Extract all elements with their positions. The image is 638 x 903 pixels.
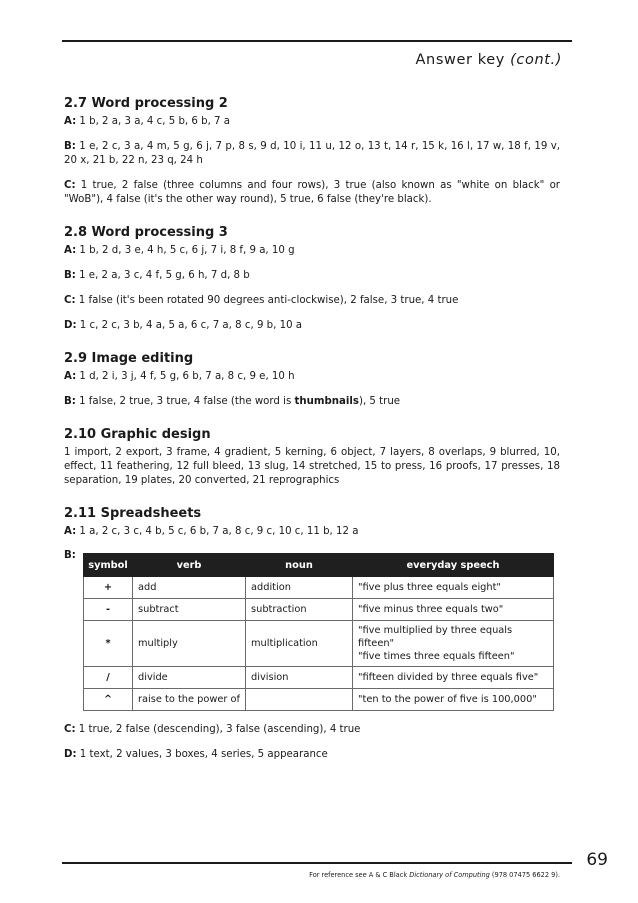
section-heading: 2.7 Word processing 2	[64, 96, 228, 111]
symbol-cell: +	[84, 577, 133, 599]
speech-cell	[353, 621, 554, 667]
answer-a	[64, 244, 560, 258]
answer-text: 1 a, 2 c, 3 c, 4 b, 5 c, 6 b, 7 a, 8 c, 9 c, 10 c, 11 b, 12 a	[76, 526, 359, 537]
symbol-cell: *	[84, 621, 133, 667]
answer-label: D:	[64, 320, 77, 331]
answer-b-label: B:	[64, 550, 76, 561]
verb-cell: raise to the power of	[133, 689, 246, 711]
noun-cell	[246, 689, 353, 711]
answer-label: A:	[64, 371, 77, 382]
answer-text: 1 e, 2 c, 3 a, 4 m, 5 g, 6 j, 7 p, 8 s, 9 d, 10 i, 11 u, 12 o, 13 t, 14 r, 15 k, 16 l, 17 w, 18 f, 19 v, 20 x, 21 b, 22 n, 23 q, 24 h	[64, 141, 560, 166]
answer-text: 1 d, 2 i, 3 j, 4 f, 5 g, 6 b, 7 a, 8 c, 9 e, 10 h	[76, 371, 295, 382]
answer-text: 1 true, 2 false (descending), 3 false (ascending), 4 true	[75, 724, 361, 735]
table-row	[84, 689, 554, 711]
speech-cell: "ten to the power of five is 100,000"	[353, 689, 554, 711]
answer-c	[64, 179, 560, 207]
answer-text: 1 true, 2 false (three columns and four rows), 3 true (also known as "white on black" or "WoB"), 4 false (it's the other way round), 5 true, 6 false (they're black).	[64, 180, 560, 205]
operators-table	[83, 553, 554, 711]
speech-cell: "five minus three equals two"	[353, 599, 554, 621]
answer-bold-word: thumbnails	[294, 396, 359, 407]
table-header-row	[84, 554, 554, 577]
answer-label: C:	[64, 724, 76, 735]
answer-label: B:	[64, 141, 76, 152]
answer-text: 1 b, 2 a, 3 a, 4 c, 5 b, 6 b, 7 a	[76, 116, 231, 127]
answer-label: B:	[64, 270, 76, 281]
section-graphic-design	[64, 427, 560, 488]
answer-a	[64, 115, 560, 129]
noun-cell: addition	[246, 577, 353, 599]
footer-rule	[62, 862, 572, 864]
answer-label: A:	[64, 526, 77, 537]
section-heading: 2.9 Image editing	[64, 351, 194, 366]
answer-c	[64, 294, 560, 308]
verb-cell: divide	[133, 667, 246, 689]
noun-cell: multiplication	[246, 621, 353, 667]
symbol-cell: -	[84, 599, 133, 621]
section-spreadsheets	[64, 506, 560, 762]
answer-label: B:	[64, 396, 76, 407]
answer-key-content	[64, 96, 560, 780]
column-header: everyday speech	[353, 554, 554, 577]
speech-cell: "five plus three equals eight"	[353, 577, 554, 599]
speech-line: "five multiplied by three equals fifteen"	[358, 625, 513, 649]
page-header	[416, 52, 562, 68]
table-row	[84, 577, 554, 599]
column-header: verb	[133, 554, 246, 577]
symbol-cell: ^	[84, 689, 133, 711]
answer-text: 1 c, 2 c, 3 b, 4 a, 5 a, 6 c, 7 a, 8 c, 9 b, 10 a	[76, 320, 303, 331]
speech-cell: "fifteen divided by three equals five"	[353, 667, 554, 689]
symbol-cell: /	[84, 667, 133, 689]
answer-d	[64, 748, 560, 762]
answer-text: 1 false (it's been rotated 90 degrees anti-clockwise), 2 false, 3 true, 4 true	[75, 295, 459, 306]
header-cont: (cont.)	[510, 52, 562, 68]
answer-b	[64, 140, 560, 168]
answer-label: C:	[64, 180, 76, 191]
answer-text: 1 e, 2 a, 3 c, 4 f, 5 g, 6 h, 7 d, 8 b	[75, 270, 250, 281]
noun-cell: division	[246, 667, 353, 689]
answer-label: D:	[64, 749, 77, 760]
footer-note-suffix: (978 07475 6622 9).	[489, 871, 560, 879]
answer-a	[64, 525, 560, 539]
section-heading: 2.8 Word processing 3	[64, 225, 228, 240]
noun-cell: subtraction	[246, 599, 353, 621]
answer-a	[64, 370, 560, 384]
answer-label: A:	[64, 245, 77, 256]
table-row	[84, 667, 554, 689]
table-row	[84, 599, 554, 621]
section-word-processing-2	[64, 96, 560, 207]
answer-d	[64, 319, 560, 333]
answer-label: C:	[64, 295, 76, 306]
answer-b	[64, 269, 560, 283]
section-heading: 2.10 Graphic design	[64, 427, 211, 442]
column-header: symbol	[84, 554, 133, 577]
footer-reference	[309, 871, 560, 879]
section-heading: 2.11 Spreadsheets	[64, 506, 202, 521]
column-header: noun	[246, 554, 353, 577]
answer-label: A:	[64, 116, 77, 127]
answer-b	[64, 395, 560, 409]
answer-c	[64, 723, 560, 737]
answer-text: 1 import, 2 export, 3 frame, 4 gradient, 5 kerning, 6 object, 7 layers, 8 overlaps, 9 blurred, 10, effect, 11 feathering, 12 full bleed, 13 slug, 14 stretched, 15 to press, 16 proofs, 17 presses, 18 separation, 19 plates, 20 converted, 21 reprographics	[64, 447, 560, 486]
section-image-editing	[64, 351, 560, 409]
section-word-processing-3	[64, 225, 560, 333]
footer-note-title: Dictionary of Computing	[409, 871, 490, 879]
verb-cell: add	[133, 577, 246, 599]
page-number: 69	[586, 850, 608, 870]
footer-note-prefix: For reference see A & C Black	[309, 871, 410, 879]
speech-line: "five times three equals fifteen"	[358, 651, 515, 662]
header-title: Answer key	[415, 52, 505, 68]
verb-cell: subtract	[133, 599, 246, 621]
header-rule	[62, 40, 572, 42]
answer-text: 1 b, 2 d, 3 e, 4 h, 5 c, 6 j, 7 i, 8 f, 9 a, 10 g	[76, 245, 295, 256]
answer-text: 1 false, 2 true, 3 true, 4 false (the word is	[75, 396, 295, 407]
table-row	[84, 621, 554, 667]
answer-text: ), 5 true	[358, 396, 401, 407]
verb-cell: multiply	[133, 621, 246, 667]
answer-text: 1 text, 2 values, 3 boxes, 4 series, 5 appearance	[76, 749, 328, 760]
